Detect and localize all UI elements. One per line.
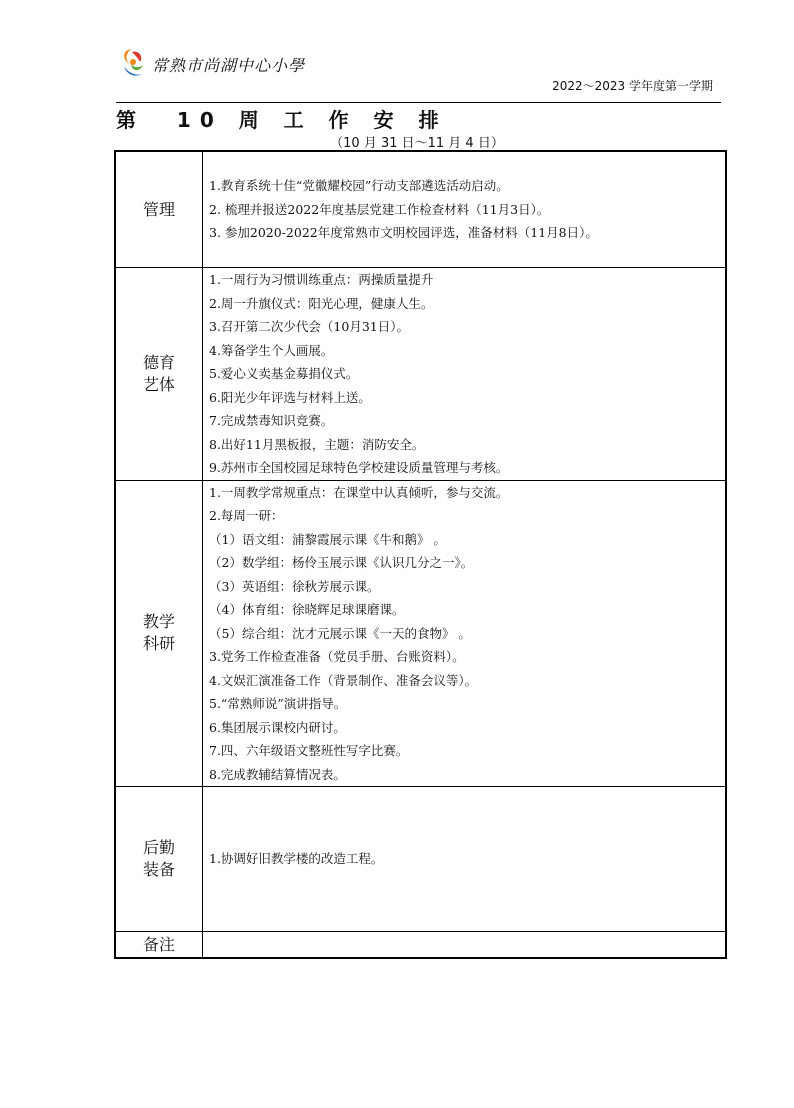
list-item: 6.集团展示课校内研讨。 — [209, 719, 346, 735]
page-title: 第 10 周 工 作 安 排 — [116, 108, 448, 132]
list-item: （1）语文组：浦黎霞展示课《牛和鹅》 。 — [209, 531, 446, 547]
content-cell — [203, 480, 727, 787]
weekly-plan-table — [114, 150, 727, 959]
list-item: 7.四、六年级语文整班性写字比赛。 — [209, 743, 409, 758]
list-item: （4）体育组：徐晓辉足球课磨课。 — [209, 602, 405, 617]
list-item: 7.完成禁毒知识竞赛。 — [209, 413, 334, 428]
school-logo — [118, 46, 305, 82]
list-item: 3. 参加2020-2022年度常熟市文明校园评选，准备材料（11月8日）。 — [209, 225, 598, 241]
header-divider — [116, 102, 721, 103]
date-range: （10 月 31 日～11 月 4 日） — [330, 136, 504, 151]
content-cell — [203, 787, 727, 932]
content-cell — [203, 268, 727, 481]
list-item: 8.完成教辅结算情况表。 — [209, 766, 346, 782]
category-cell — [115, 480, 203, 787]
category-label: 装备 — [142, 860, 175, 879]
table-row-notes — [115, 932, 726, 959]
table-row-logistics — [115, 787, 726, 932]
list-item: 1.教育系统十佳“党徽耀校园”行动支部遴选活动启动。 — [209, 178, 509, 194]
school-emblem-icon — [118, 46, 148, 82]
list-item: （2）数学组：杨伶玉展示课《认识几分之一》。 — [209, 555, 474, 570]
category-label: 艺体 — [142, 374, 175, 394]
category-cell — [115, 151, 203, 268]
category-label: 德育 — [142, 352, 175, 372]
list-item: 1.协调好旧教学楼的改造工程。 — [209, 851, 384, 867]
list-item: 3.召开第二次少代会（10月31日）。 — [209, 319, 409, 334]
list-item: 8.出好11月黑板报，主题：消防安全。 — [209, 436, 425, 452]
list-item: 5.“常熟师说”演讲指导。 — [209, 696, 347, 711]
list-item: 4.文娱汇演准备工作（背景制作、准备会议等）。 — [209, 672, 478, 688]
table-row-management — [115, 151, 726, 268]
list-item: 4.筹备学生个人画展。 — [209, 342, 334, 358]
school-name: 常熟市尚湖中心小學 — [152, 55, 306, 75]
category-cell — [115, 787, 203, 932]
table-row-moral — [115, 268, 726, 481]
list-item: 9.苏州市全国校园足球特色学校建设质量管理与考核。 — [209, 460, 509, 475]
category-label: 后勤 — [142, 838, 175, 857]
notes-cell — [203, 932, 727, 959]
category-cell — [115, 268, 203, 481]
list-item: 1.一周教学常规重点：在课堂中认真倾听，参与交流。 — [209, 484, 509, 500]
list-item: 3.党务工作检查准备（党员手册、台账资料）。 — [209, 649, 465, 664]
list-item: 5.爱心义卖基金募捐仪式。 — [209, 366, 359, 381]
table-row-teaching — [115, 480, 726, 787]
list-item: 1.一周行为习惯训练重点：两操质量提升 — [209, 272, 434, 287]
academic-term: 2022～2023 学年度第一学期 — [552, 79, 713, 93]
category-cell — [115, 932, 203, 959]
category-label: 管理 — [142, 199, 175, 219]
list-item: 2.每周一研： — [209, 508, 284, 523]
content-cell — [203, 151, 727, 268]
category-label: 科研 — [142, 634, 175, 654]
list-item: （5）综合组：沈才元展示课《一天的食物》 。 — [209, 625, 471, 641]
category-label: 备注 — [142, 934, 175, 954]
category-label: 教学 — [142, 612, 175, 632]
list-item: （3）英语组：徐秋芳展示课。 — [209, 578, 380, 594]
list-item: 2.周一升旗仪式：阳光心理，健康人生。 — [209, 295, 434, 311]
list-item: 6.阳光少年评选与材料上送。 — [209, 389, 371, 405]
list-item: 2. 梳理并报送2022年度基层党建工作检查材料（11月3日）。 — [209, 201, 550, 217]
